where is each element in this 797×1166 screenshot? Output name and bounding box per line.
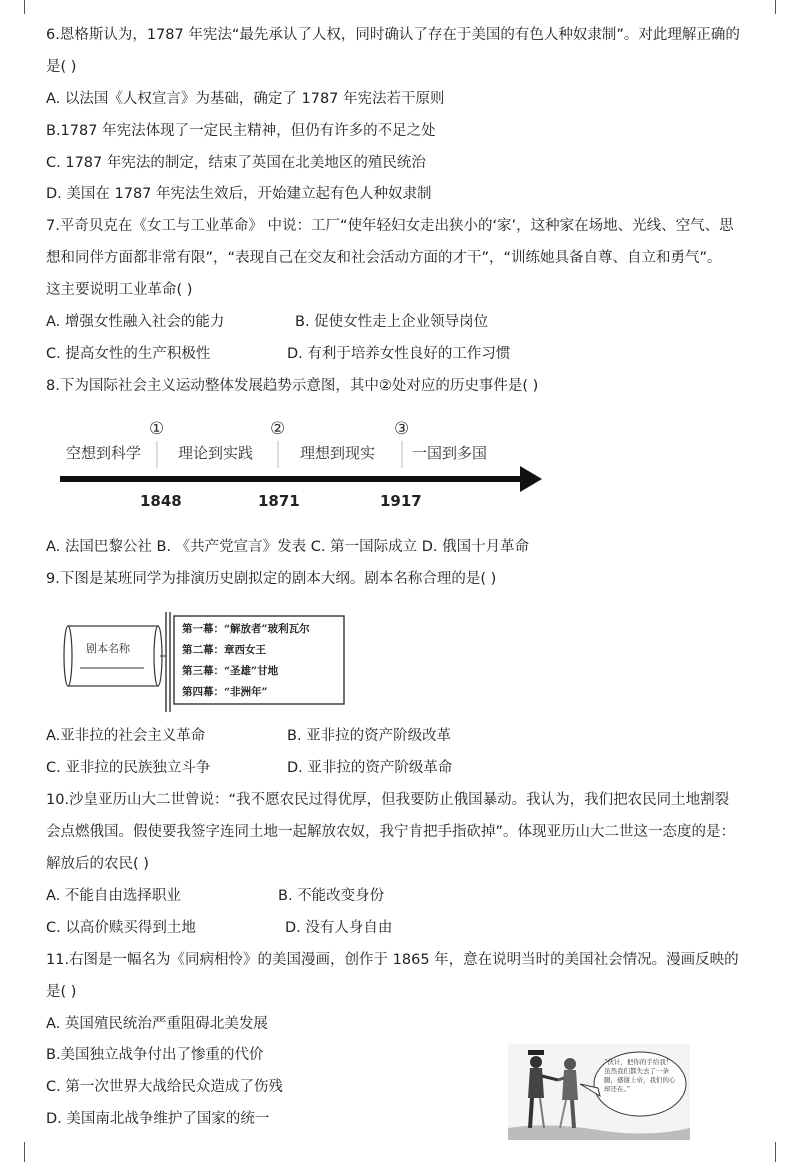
q10-option-c[interactable]: C. 以高价赎买得到土地 (46, 920, 196, 936)
timeline-arrowhead (520, 466, 542, 492)
q7-option-b[interactable]: B. 促使女性走上企业领导岗位 (295, 314, 489, 330)
q7-option-d[interactable]: D. 有利于培养女性良好的工作习惯 (287, 346, 511, 362)
speech-bubble-text-wrap (604, 1058, 676, 1112)
q9-option-c[interactable]: C. 亚非拉的民族独立斗争 (46, 760, 211, 776)
q7-option-a[interactable]: A. 增强女性融入社会的能力 (46, 314, 225, 330)
q11-option-d[interactable]: D. 美国南北战争维护了国家的统一 (46, 1111, 270, 1127)
act-3: 第三幕：“圣雄”甘地 (182, 665, 279, 677)
figure-left-leg (530, 1098, 532, 1128)
timeline-marker-3: ③ (394, 419, 410, 439)
act-1: 第一幕：“解放者”玻利瓦尔 (182, 623, 310, 635)
figure-right-leg (572, 1100, 574, 1128)
act-2: 第二幕：章西女王 (182, 644, 266, 656)
crop-mark-top-right (775, 0, 786, 14)
figure-right-head (564, 1058, 576, 1070)
q7-stem-line3: 这主要说明工业革命( ) (46, 282, 193, 298)
figure-right-arm (558, 1078, 564, 1080)
timeline-segment-4: 一国到多国 (412, 444, 488, 462)
q6-stem-line1: 6.恩格斯认为，1787 年宪法“最先承认了人权，同时确认了存在于美国的有色人种奴隶制”。对此理解正确的 (46, 27, 740, 43)
q10-option-d[interactable]: D. 没有人身自由 (285, 920, 393, 936)
q11-option-a[interactable]: A. 英国殖民统治严重阻碍北美发展 (46, 1016, 268, 1032)
q6-stem-line2: 是( ) (46, 59, 77, 75)
q6-option-a[interactable]: A. 以法国《人权宣言》为基础，确定了 1787 年宪法若干原则 (46, 91, 445, 107)
q9-stem: 9.下图是某班同学为排演历史剧拟定的剧本大纲。剧本名称合理的是( ) (46, 571, 497, 587)
q10-stem-line1: 10.沙皇亚历山大二世曾说：“我不愿农民过得优厚，但我要防止俄国暴动。我认为，我们把农民同土地割裂 (46, 792, 730, 808)
crop-mark-bottom-right (775, 1142, 786, 1162)
crop-mark-top-left (14, 0, 25, 14)
q10-option-b[interactable]: B. 不能改变身份 (278, 888, 385, 904)
q6-option-d[interactable]: D. 美国在 1787 年宪法生效后，开始建立起有色人种奴隶制 (46, 186, 432, 202)
q9-option-b[interactable]: B. 亚非拉的资产阶级改革 (287, 728, 452, 744)
cartoon-image (508, 1044, 690, 1140)
timeline-year-2: 1871 (258, 492, 300, 510)
q11-option-b[interactable]: B.美国独立战争付出了惨重的代价 (46, 1047, 264, 1063)
scroll-roll-left (64, 626, 72, 686)
timeline-svg (60, 416, 550, 516)
q7-stem-line1: 7.平奇贝克在《女工与工业革命》 中说：工厂“使年轻妇女走出狭小的‘家’，这种家在场地、光线、空气、思 (46, 218, 734, 234)
q10-option-a[interactable]: A. 不能自由选择职业 (46, 888, 181, 904)
script-outline-diagram (60, 612, 360, 714)
timeline-marker-2: ② (270, 419, 286, 439)
q8-stem: 8.下为国际社会主义运动整体发展趋势示意图，其中②处对应的历史事件是( ) (46, 378, 539, 394)
q10-stem-line3: 解放后的农民( ) (46, 856, 149, 872)
figure-left-body (528, 1068, 544, 1098)
q7-option-c[interactable]: C. 提高女性的生产积极性 (46, 346, 211, 362)
q10-stem-line2: 会点燃俄国。假使要我签字连同土地一起解放农奴，我宁肯把手指砍掉”。体现亚历山大二世这一态度的是： (46, 824, 736, 840)
speech-bubble-text: “伙计，把你的手给我！虽然我们都失去了一条腿，感谢上帝，我们的心却还在。” (604, 1058, 676, 1093)
q11-stem-line1: 11.右图是一幅名为《同病相怜》的美国漫画，创作于 1865 年，意在说明当时的美国社会情况。漫画反映的 (46, 952, 739, 968)
figure-left-head (530, 1056, 542, 1068)
act-4: 第四幕：“非洲年” (182, 686, 268, 698)
timeline-year-3: 1917 (380, 492, 422, 510)
q11-option-c[interactable]: C. 第一次世界大战给民众造成了伤残 (46, 1079, 283, 1095)
timeline-marker-1: ① (149, 419, 165, 439)
q9-option-d[interactable]: D. 亚非拉的资产阶级革命 (287, 760, 453, 776)
figure-right-body (562, 1070, 578, 1100)
timeline-segment-3: 理想到现实 (300, 444, 376, 462)
q8-options[interactable]: A. 法国巴黎公社 B. 《共产党宣言》发表 C. 第一国际成立 D. 俄国十月革命 (46, 539, 530, 555)
q9-option-a[interactable]: A.亚非拉的社会主义革命 (46, 728, 206, 744)
crop-mark-bottom-left (14, 1142, 25, 1162)
timeline-segment-1: 空想到科学 (66, 444, 142, 462)
scroll-svg (60, 612, 360, 714)
cartoon-svg (508, 1044, 690, 1140)
timeline-year-1: 1848 (140, 492, 182, 510)
scroll-title: 剧本名称 (86, 642, 130, 655)
q6-option-c[interactable]: C. 1787 年宪法的制定，结束了英国在北美地区的殖民统治 (46, 155, 426, 171)
scroll-paper (68, 626, 158, 686)
timeline-segment-2: 理论到实践 (178, 444, 254, 462)
figure-left-hat (528, 1050, 544, 1055)
q7-stem-line2: 想和同伴方面都非常有限”，“表现自己在交友和社会活动方面的才干”，“训练她具备自尊、自立和勇气”。 (46, 250, 722, 266)
q11-stem-line2: 是( ) (46, 984, 77, 1000)
q6-option-b[interactable]: B.1787 年宪法体现了一定民主精神，但仍有许多的不足之处 (46, 123, 436, 139)
socialism-timeline-diagram (60, 416, 550, 516)
